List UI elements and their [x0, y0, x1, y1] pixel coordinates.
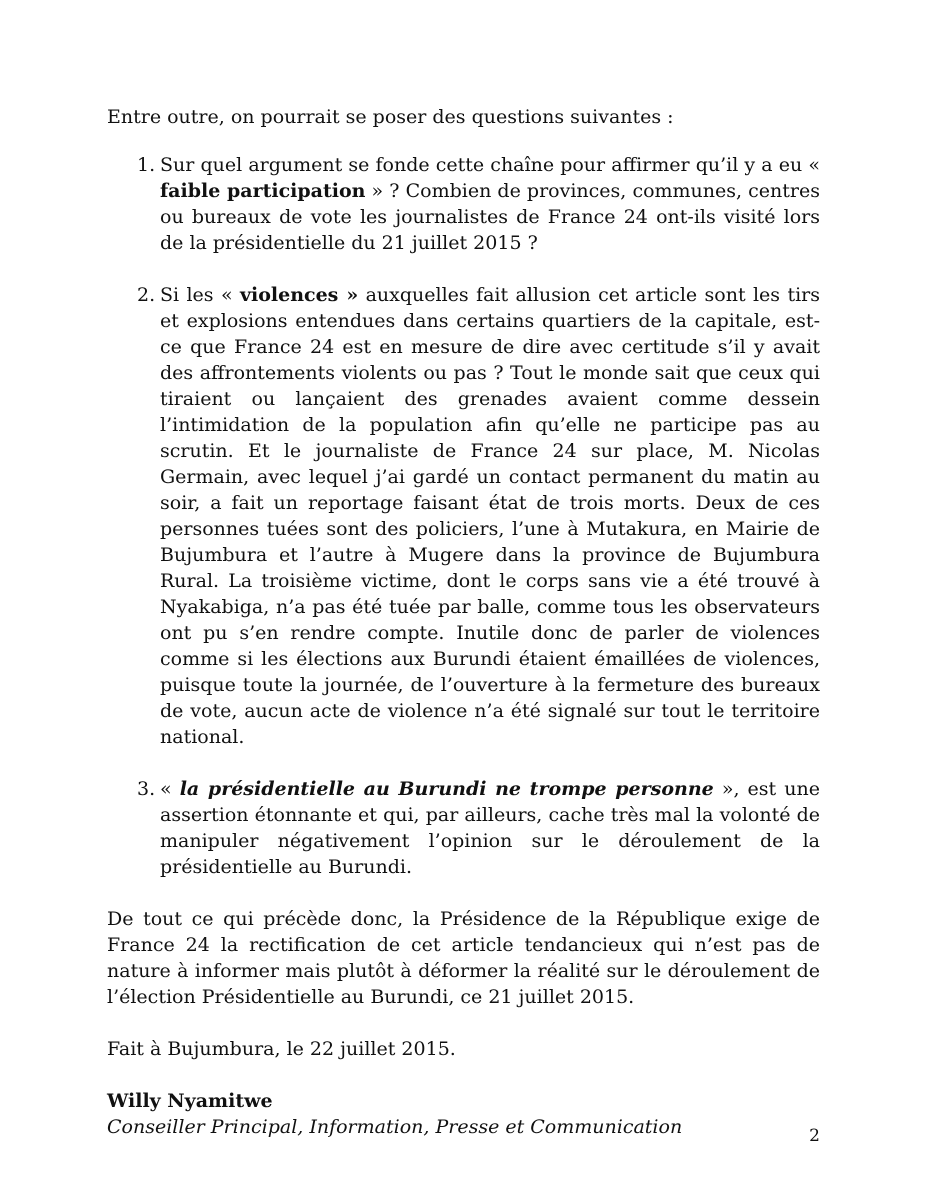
list-text-post: », est une assertion étonnante et qui, par ailleurs, cache très mal la volonté de manipuler négativement l’opinion sur le déroulement de la présidentielle au Burundi. — [160, 778, 820, 878]
list-text-pre: Si les « — [160, 284, 240, 306]
intro-paragraph: Entre outre, on pourrait se poser des questions suivantes : — [107, 106, 674, 128]
list-number: 1. — [137, 154, 156, 176]
list-text-pre: « — [160, 778, 180, 800]
list-number: 2. — [137, 284, 156, 306]
list-emphasis: la présidentielle au Burundi ne trompe personne — [179, 778, 714, 800]
page-number: 2 — [809, 1126, 820, 1146]
question-list — [107, 152, 820, 880]
list-item — [107, 152, 820, 256]
signatory-title: Conseiller Principal, Information, Presse et Communication — [107, 1116, 683, 1138]
list-text-post: » ? Combien de provinces, communes, centres ou bureaux de vote les journalistes de France 24 ont-ils visité lors de la présidentielle du 21 juillet 2015 ? — [160, 180, 821, 254]
list-text-pre: Sur quel argument se fonde cette chaîne pour affirmer qu’il y a eu « — [160, 154, 820, 176]
place-date: Fait à Bujumbura, le 22 juillet 2015. — [107, 1038, 456, 1060]
list-item — [107, 776, 820, 880]
document-body — [107, 104, 820, 1140]
list-text-post: auxquelles fait allusion cet article sont les tirs et explosions entendues dans certains quartiers de la capitale, est-ce que France 24 est en mesure de dire avec certitude s’il y avait des affrontements violents ou pas ? Tout le monde sait que ceux qui tiraient ou lançaient des grenades avaient comme dessein l’intimidation de la population afin qu’elle ne participe pas au scrutin. Et le journaliste de France 24 sur place, M. Nicolas Germain, avec lequel j’ai gardé un contact permanent du matin au soir, a fait un reportage faisant état de trois morts. Deux de ces personnes tuées sont des policiers, l’une à Mutakura, en Mairie de Bujumbura et l’autre à Mugere dans la province de Bujumbura Rural. La troisième victime, dont le corps sans vie a été trouvé à Nyakabiga, n’a pas été tuée par balle, comme tous les observateurs ont pu s’en rendre compte. Inutile donc de parler de violences comme si les élections aux Burundi étaient émaillées de violences, puisque toute la journée, de l’ouverture à la fermeture des bureaux de vote, aucun acte de violence n’a été signalé sur tout le territoire national. — [160, 284, 820, 748]
conclusion-paragraph: De tout ce qui précède donc, la Présidence de la République exige de France 24 la rectification de cet article tendancieux qui n’est pas de nature à informer mais plutôt à déformer la réalité sur le déroulement de l’élection Présidentielle au Burundi, ce 21 juillet 2015. — [107, 908, 820, 1008]
list-emphasis: faible participation — [160, 180, 366, 202]
list-number: 3. — [137, 778, 156, 800]
list-item — [107, 282, 820, 750]
signatory-name: Willy Nyamitwe — [107, 1090, 273, 1112]
list-emphasis: violences » — [239, 284, 359, 306]
